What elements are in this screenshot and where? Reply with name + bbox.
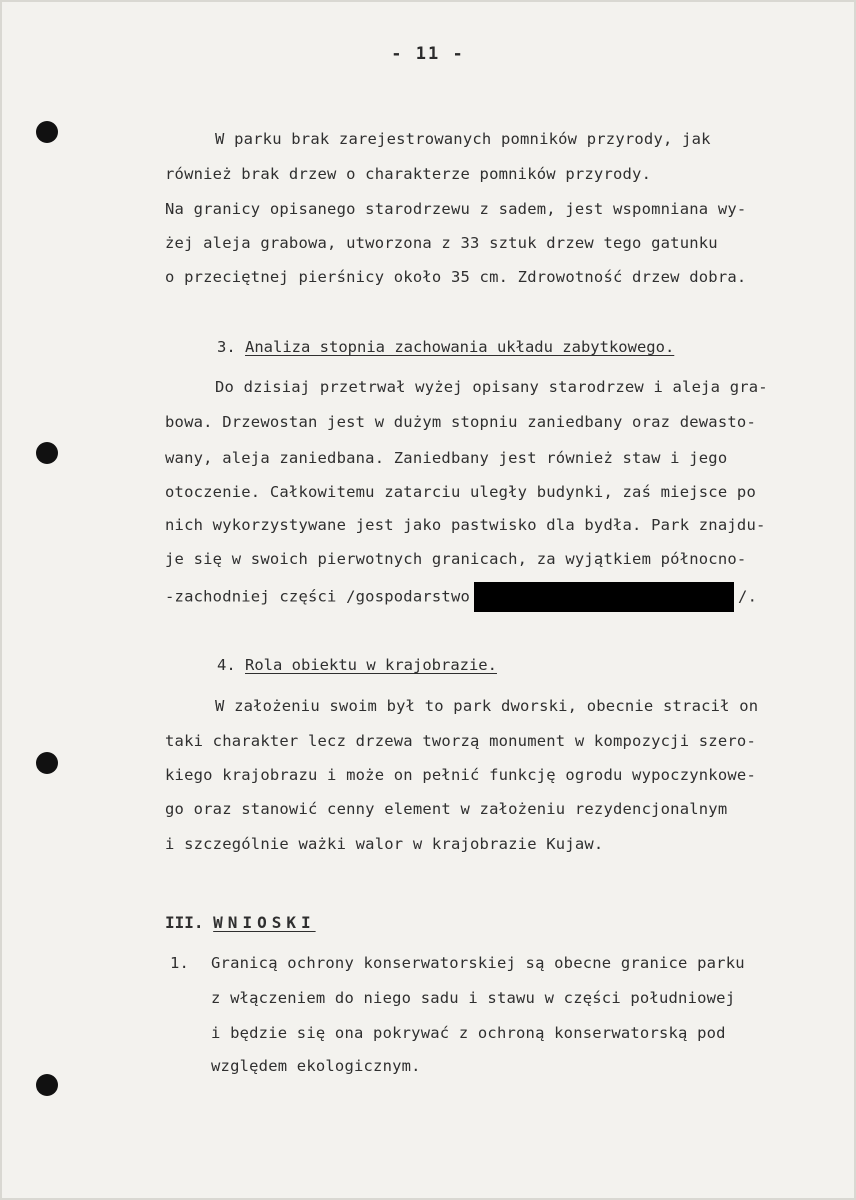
- section-3-heading: [217, 338, 674, 356]
- binder-hole: [36, 752, 58, 774]
- paragraph-3-line: kiego krajobrazu i może on pełnić funkcję ogrodu wypoczynkowe-: [165, 766, 756, 784]
- page-number: - 11 -: [391, 44, 465, 64]
- section-iii-heading: [165, 913, 316, 932]
- conclusion-1-line: względem ekologicznym.: [211, 1057, 421, 1075]
- section-iii-title: WNIOSKI: [213, 913, 316, 932]
- section-3-title: Analiza stopnia zachowania układu zabytkowego.: [245, 338, 675, 356]
- paragraph-2-line: Do dzisiaj przetrwał wyżej opisany starodrzew i aleja gra-: [215, 378, 768, 396]
- paragraph-3-line: taki charakter lecz drzewa tworzą monument w kompozycji szero-: [165, 732, 756, 750]
- paragraph-3-line: W założeniu swoim był to park dworski, obecnie stracił on: [215, 697, 759, 715]
- paragraph-1-line: również brak drzew o charakterze pomników przyrody.: [165, 165, 652, 183]
- section-4-heading: [217, 656, 497, 674]
- paragraph-2-line: nich wykorzystywane jest jako pastwisko dla bydła. Park znajdu-: [165, 516, 766, 534]
- conclusion-1-number: 1.: [170, 954, 190, 972]
- paragraph-3-line: go oraz stanowić cenny element w założeniu rezydencjonalnym: [165, 800, 728, 818]
- paragraph-2-last-after: /.: [738, 587, 758, 606]
- conclusion-1-line: z włączeniem do niego sadu i stawu w części południowej: [211, 989, 736, 1007]
- paragraph-2-line: je się w swoich pierwotnych granicach, za wyjątkiem północno-: [165, 550, 747, 568]
- paragraph-1-line: Na granicy opisanego starodrzewu z sadem, jest wspomniana wy-: [165, 200, 747, 218]
- paragraph-2-line: bowa. Drzewostan jest w dużym stopniu zaniedbany oraz dewasto-: [165, 413, 756, 431]
- binder-hole: [36, 442, 58, 464]
- binder-hole: [36, 121, 58, 143]
- section-4-title: Rola obiektu w krajobrazie.: [245, 656, 497, 674]
- paragraph-2-last-before: -zachodniej części /gospodarstwo: [165, 587, 471, 606]
- paragraph-2-line: otoczenie. Całkowitemu zatarciu uległy budynki, zaś miejsce po: [165, 483, 756, 501]
- binder-hole: [36, 1074, 58, 1096]
- conclusion-1-line: Granicą ochrony konserwatorskiej są obecne granice parku: [211, 954, 745, 972]
- section-iii-number: III.: [165, 913, 204, 932]
- paragraph-1-line: żej aleja grabowa, utworzona z 33 sztuk drzew tego gatunku: [165, 234, 718, 252]
- conclusion-1-line: i będzie się ona pokrywać z ochroną konserwatorską pod: [211, 1024, 726, 1042]
- paragraph-1-line: o przeciętnej pierśnicy około 35 cm. Zdrowotność drzew dobra.: [165, 268, 747, 286]
- paragraph-2-line: wany, aleja zaniedbana. Zaniedbany jest również staw i jego: [165, 449, 728, 467]
- paragraph-1-line: W parku brak zarejestrowanych pomników przyrody, jak: [215, 130, 711, 148]
- section-3-number: 3.: [217, 338, 236, 356]
- paragraph-2-last-line: [165, 582, 757, 612]
- redaction-bar: [474, 582, 734, 612]
- section-4-number: 4.: [217, 656, 236, 674]
- paragraph-3-line: i szczególnie ważki walor w krajobrazie Kujaw.: [165, 835, 604, 853]
